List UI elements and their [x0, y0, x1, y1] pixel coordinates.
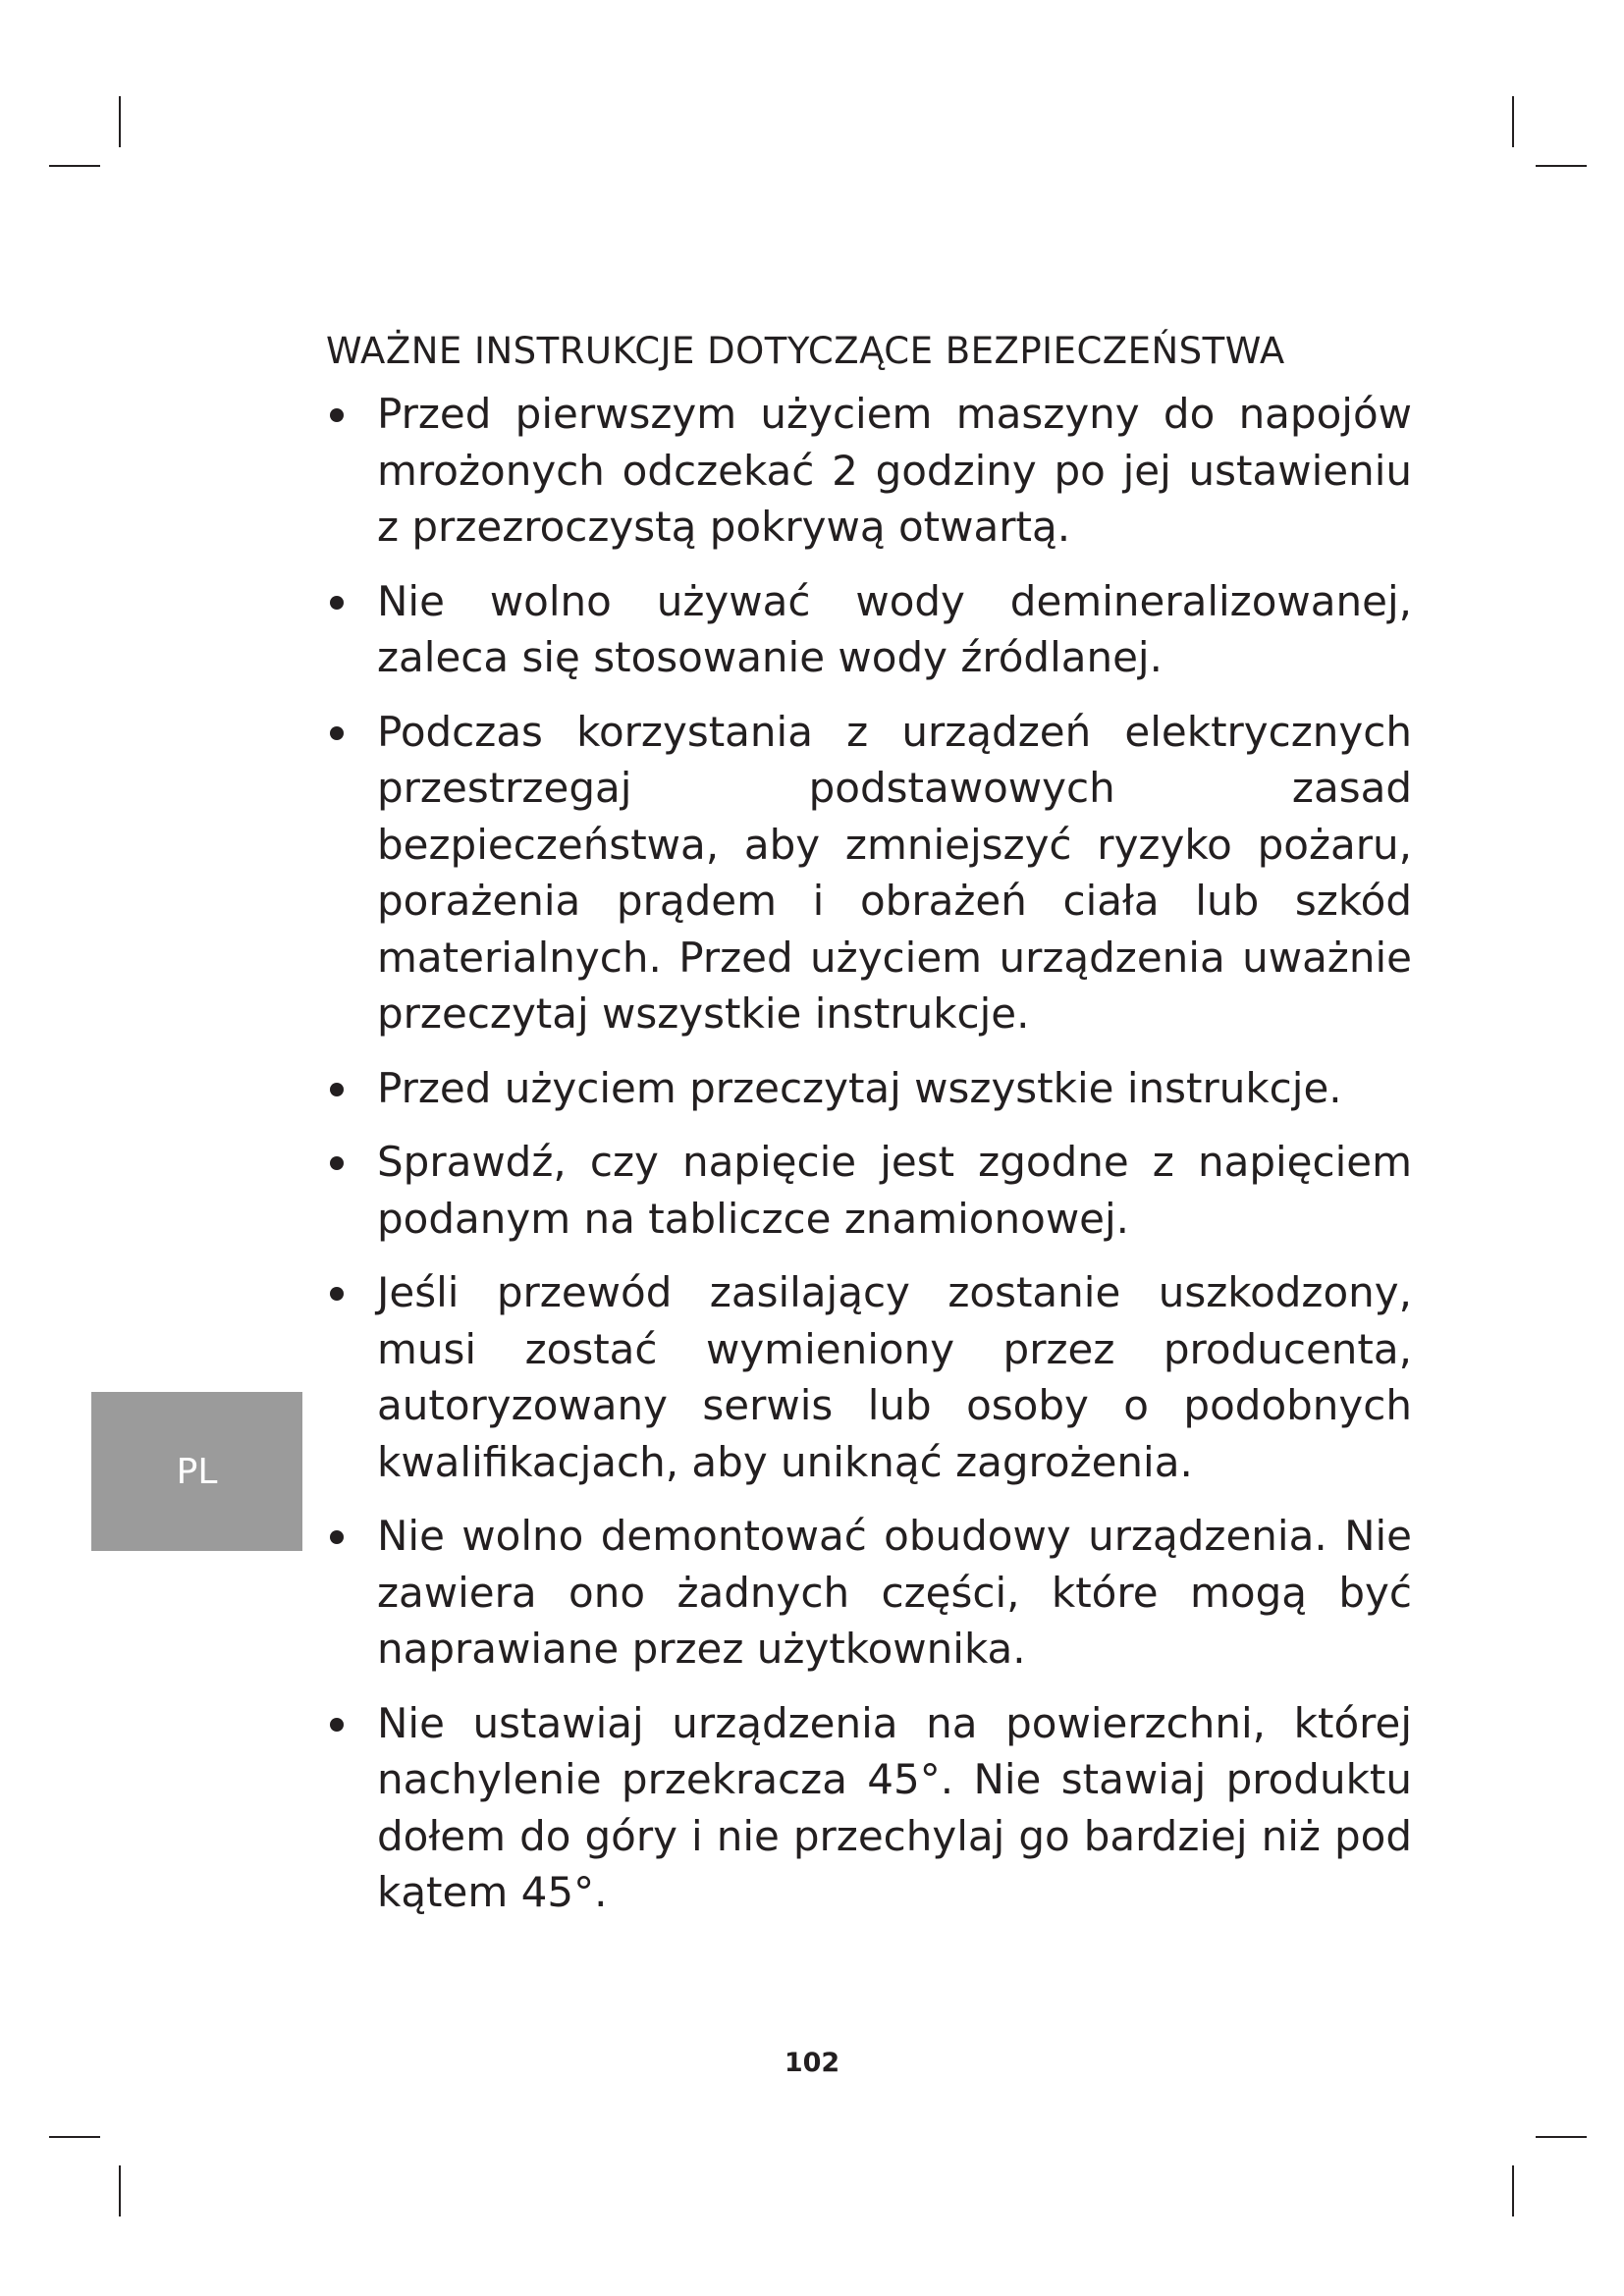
section-heading: WAŻNE INSTRUKCJE DOTYCZĄCE BEZPIECZEŃSTWA	[326, 330, 1285, 372]
language-tab-label: PL	[176, 1451, 218, 1492]
page-number: 102	[784, 2048, 840, 2078]
list-item-text: Nie wolno demontować obudowy urządzenia. Nie zawiera ono żadnych części, które mogą być naprawiane przez użytkownika.	[377, 1512, 1412, 1673]
crop-mark-bottom-right-horizontal	[1536, 2136, 1587, 2138]
list-item	[326, 1134, 1412, 1247]
language-tab	[91, 1392, 302, 1551]
list-item	[326, 1695, 1412, 1921]
bullet-icon	[330, 596, 344, 610]
list-item-text: Przed pierwszym użyciem maszyny do napojów mrożonych odczekać 2 godziny po jej ustawieniu z przezroczystą pokrywą otwartą.	[377, 390, 1412, 551]
list-item	[326, 704, 1412, 1042]
list-item	[326, 1264, 1412, 1490]
list-item-text: Nie ustawiaj urządzenia na powierzchni, której nachylenie przekracza 45°. Nie stawiaj produktu dołem do góry i nie przechylaj go bardziej niż pod kątem 45°.	[377, 1698, 1412, 1916]
safety-instructions-section	[326, 330, 1412, 1939]
bullet-icon	[330, 1530, 344, 1544]
crop-mark-top-right-vertical	[1512, 96, 1514, 147]
crop-mark-top-left-horizontal	[49, 165, 100, 167]
bullet-icon	[330, 1083, 344, 1096]
bullet-icon	[330, 1156, 344, 1170]
list-item	[326, 386, 1412, 556]
list-item	[326, 1508, 1412, 1678]
bullet-icon	[330, 1718, 344, 1732]
instruction-list	[326, 386, 1412, 1921]
list-item-text: Podczas korzystania z urządzeń elektrycznych przestrzegaj podstawowych zasad bezpieczeństwa, aby zmniejszyć ryzyko pożaru, porażenia prądem i obrażeń ciała lub szkód materialnych. Przed użyciem urządzenia uważnie przeczytaj wszystkie instrukcje.	[377, 707, 1412, 1038]
crop-mark-bottom-left-horizontal	[49, 2136, 100, 2138]
list-item-text: Jeśli przewód zasilający zostanie uszkodzony, musi zostać wymieniony przez producenta, autoryzowany serwis lub osoby o podobnych kwalifikacjach, aby uniknąć zagrożenia.	[377, 1268, 1412, 1486]
crop-mark-top-left-vertical	[119, 96, 121, 147]
bullet-icon	[330, 1287, 344, 1301]
crop-mark-bottom-left-vertical	[119, 2165, 121, 2216]
list-item-text: Sprawdź, czy napięcie jest zgodne z napięciem podanym na tabliczce znamionowej.	[377, 1138, 1412, 1243]
crop-mark-top-right-horizontal	[1536, 165, 1587, 167]
list-item	[326, 1060, 1412, 1117]
list-item-text: Nie wolno używać wody demineralizowanej, zaleca się stosowanie wody źródlanej.	[377, 576, 1412, 681]
crop-mark-bottom-right-vertical	[1512, 2165, 1514, 2216]
list-item-text: Przed użyciem przeczytaj wszystkie instrukcje.	[377, 1063, 1342, 1112]
bullet-icon	[330, 408, 344, 422]
bullet-icon	[330, 726, 344, 740]
list-item	[326, 573, 1412, 686]
